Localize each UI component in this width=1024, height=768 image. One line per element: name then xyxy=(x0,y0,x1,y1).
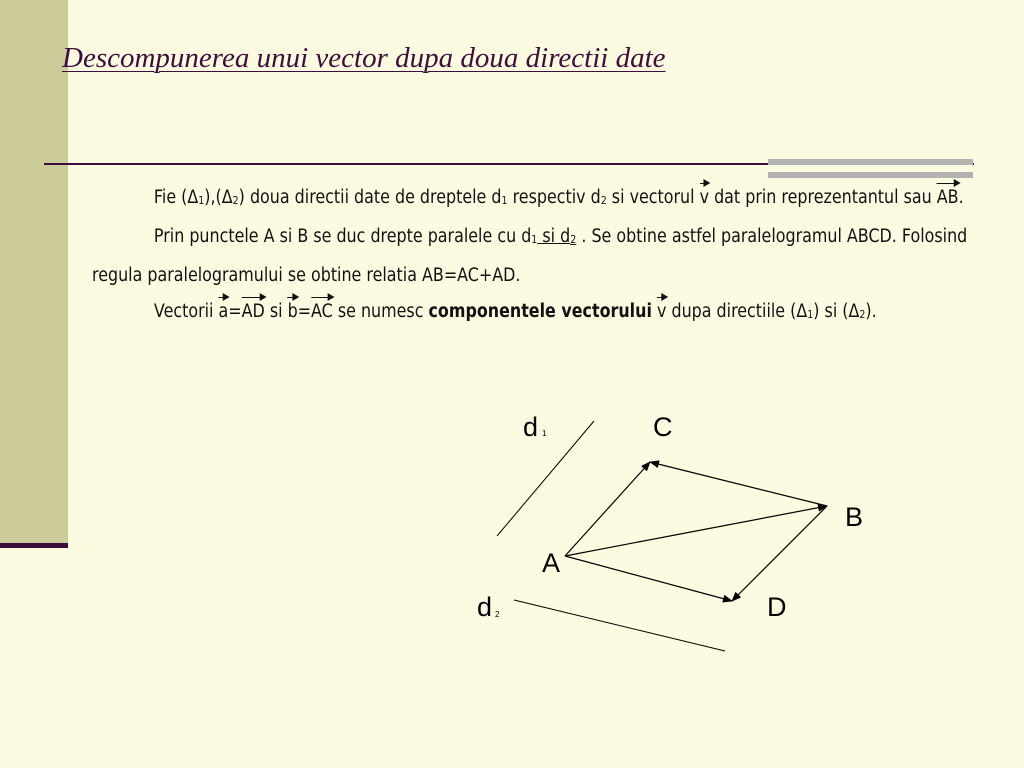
paragraph-1: Fie (Δ1),(Δ2) doua directii date de dreptele d1 respectiv d2 si vectorul v dat prin reprezentantul sau AB. xyxy=(92,180,1004,219)
label-d1-sub: 1 xyxy=(542,429,547,438)
vector-v: v xyxy=(700,180,709,216)
line-d1 xyxy=(497,421,594,536)
vector-ac: AC xyxy=(311,294,333,330)
vector-BC-arrow xyxy=(650,462,827,506)
vector-v-2: v xyxy=(657,294,666,330)
label-d2-sub: 2 xyxy=(495,610,500,619)
line-d2 xyxy=(514,600,725,651)
label-d1: d xyxy=(523,412,539,442)
vector-ad: AD xyxy=(242,294,265,330)
vector-BD-arrow xyxy=(732,506,827,601)
vector-a: a xyxy=(219,294,229,330)
components-term: componentele vectorului xyxy=(428,301,652,322)
label-B: B xyxy=(845,502,864,532)
label-A: A xyxy=(542,548,561,578)
paragraph-2: Prin punctele A si B se duc drepte paralele cu d1 si d2 . Se obtine astfel paralelogramul ABCD. Folosind regula paralelogramului se obtine relatia AB=AC+AD. xyxy=(92,226,968,286)
label-d2: d xyxy=(477,592,493,622)
vector-AD-arrow xyxy=(565,556,732,601)
vector-b: b xyxy=(288,294,298,330)
label-D: D xyxy=(767,592,787,622)
label-C: C xyxy=(653,412,673,442)
paragraph-3: Vectorii a=AD si b=AC se numesc componentele vectorului v dupa directiile (Δ1) si (Δ2). xyxy=(92,294,1004,333)
slide-title: Descompunerea unui vector dupa doua directii date xyxy=(62,42,666,74)
vector-AB-arrow xyxy=(565,506,827,556)
vector-ab: AB xyxy=(937,180,959,216)
